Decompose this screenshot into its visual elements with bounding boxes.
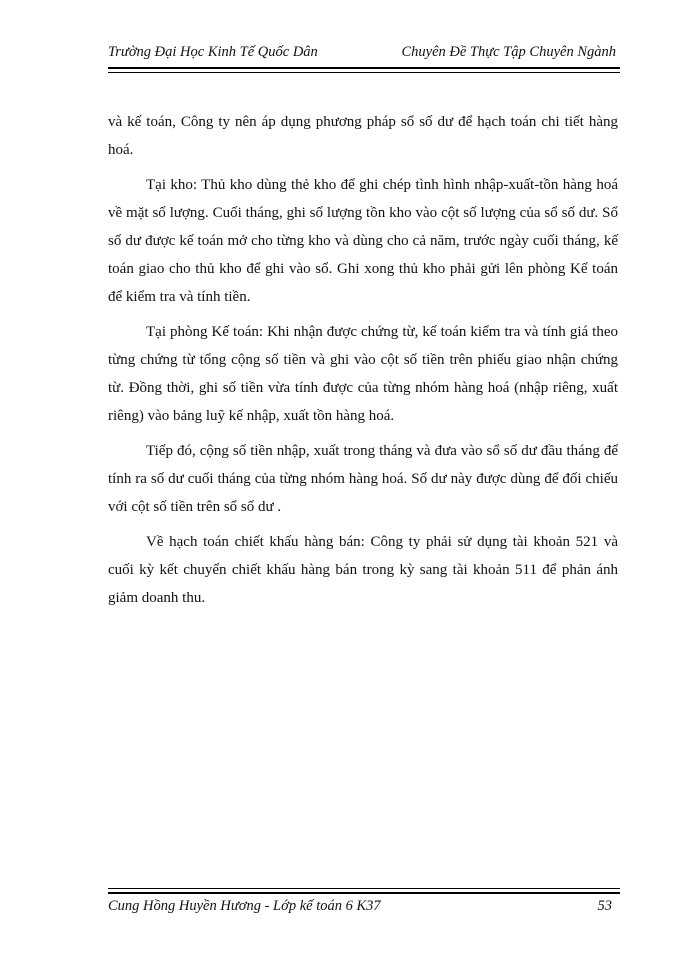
page-number: 53	[597, 898, 612, 914]
paragraph-accounting-dept: Tại phòng Kế toán: Khi nhận được chứng từ, kế toán kiểm tra và tính giá theo từng chứng từ tổng cộng số tiền và ghi vào cột số tiền trên phiếu giao nhận chứng từ. Đồng thời, ghi số tiền vừa tính được của từng nhóm hàng hoá (nhập riêng, xuất riêng) vào bảng luỹ kế nhập, xuất tồn hàng hoá.	[108, 324, 618, 424]
footer-author: Cung Hồng Huyền Hương - Lớp kế toán 6 K37	[108, 898, 381, 914]
header-report-title: Chuyên Đề Thực Tập Chuyên Ngành	[401, 44, 616, 60]
paragraph-continuation: và kế toán, Công ty nên áp dụng phương pháp sổ số dư để hạch toán chi tiết hàng hoá.	[108, 114, 618, 158]
footer-rule-thick	[108, 892, 620, 894]
page-footer	[108, 898, 616, 920]
paragraph-warehouse: Tại kho: Thủ kho dùng thẻ kho để ghi chép tình hình nhập-xuất-tồn hàng hoá về mặt số lượng. Cuối tháng, ghi số lượng tồn kho vào cột số lượng của sổ số dư. Sổ số dư được kế toán mở cho từng kho và dùng cho cả năm, trước ngày cuối tháng, kế toán giao cho thủ kho để ghi vào sổ. Ghi xong thủ kho phải gửi lên phòng Kế toán để kiểm tra và tính tiền.	[108, 177, 618, 305]
footer-rule-thin	[108, 888, 620, 889]
header-rule-thick	[108, 67, 620, 69]
page-body	[108, 108, 618, 619]
paragraph-sales-discount: Về hạch toán chiết khấu hàng bán: Công ty phải sử dụng tài khoản 521 và cuối kỳ kết chuyển chiết khấu hàng bán trong kỳ sang tài khoản 511 để phản ánh giảm doanh thu.	[108, 534, 618, 606]
header-university: Trường Đại Học Kinh Tế Quốc Dân	[108, 44, 318, 60]
paragraph-monthly-totals: Tiếp đó, cộng số tiền nhập, xuất trong tháng và đưa vào sổ số dư đầu tháng để tính ra số dư cuối tháng của từng nhóm hàng hoá. Số dư này được dùng để đối chiếu với cột số tiền trên sổ số dư .	[108, 443, 618, 515]
header-rule-thin	[108, 72, 620, 73]
page-header	[108, 44, 616, 66]
